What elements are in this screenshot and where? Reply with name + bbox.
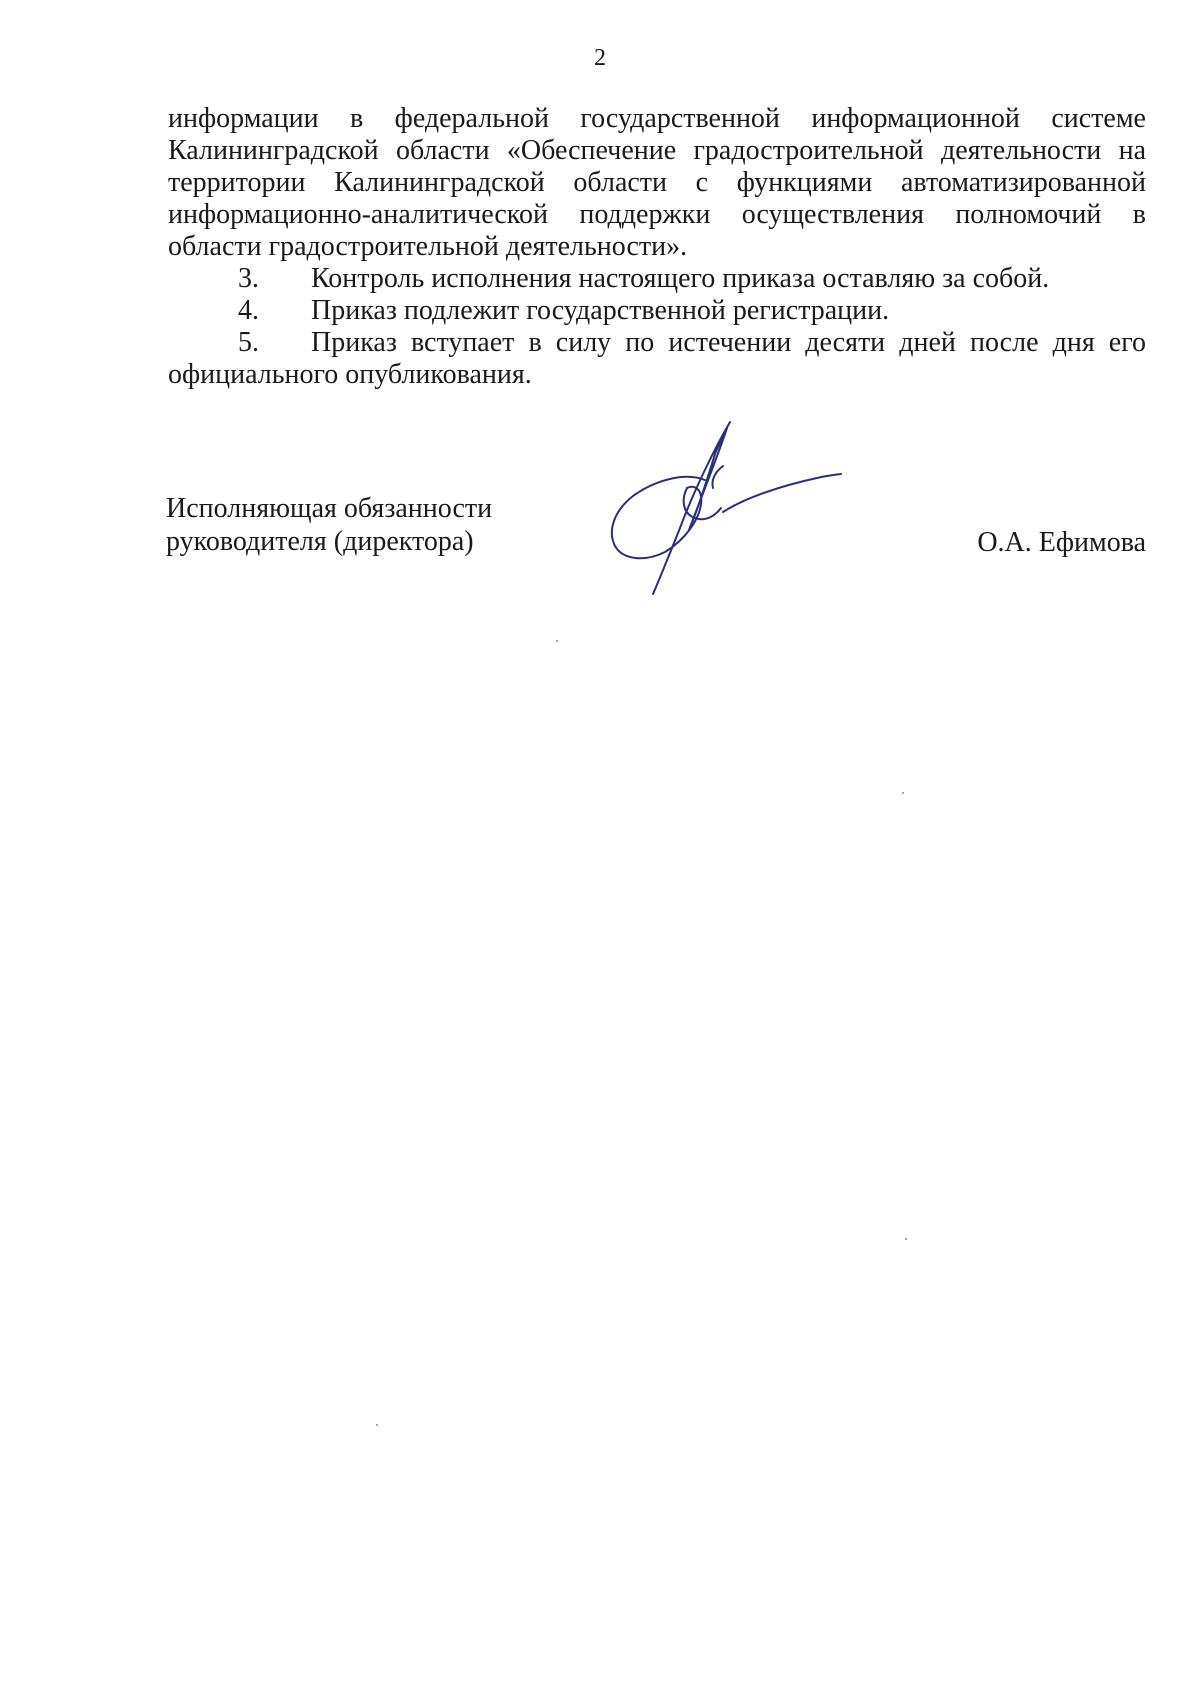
list-item-number: 5.: [238, 327, 259, 358]
list-item-3: [168, 263, 1146, 295]
list-item-text: Приказ вступает в силу по истечении десяти дней после дня его официального опубликования.: [168, 327, 1146, 390]
scan-speck: [556, 640, 558, 642]
list-item-text: Контроль исполнения настоящего приказа оставляю за собой.: [311, 263, 1050, 294]
document-body: [168, 103, 1146, 391]
handwritten-signature-icon: [605, 418, 845, 596]
list-item-number: 4.: [238, 295, 259, 326]
signatory-position-line1: Исполняющая обязанности: [166, 493, 493, 524]
scan-speck: [376, 1424, 378, 1426]
paragraph-continuation: информации в федеральной государственной информационной системе Калининградской области «Обеспечение градостроительной деятельности на территории Калининградской области с функциями автоматизированной информационно-аналитической поддержки осуществления полномочий в области градостроительной деятельности».: [168, 103, 1146, 262]
list-item-4: [168, 295, 1146, 327]
list-item-5: [168, 327, 1146, 391]
signatory-name: О.А. Ефимова: [977, 527, 1146, 558]
scan-speck: [902, 792, 904, 794]
list-item-text: Приказ подлежит государственной регистрации.: [311, 295, 890, 326]
list-item-number: 3.: [238, 263, 259, 294]
page-number: 2: [594, 45, 606, 71]
signatory-position-line2: руководителя (директора): [166, 526, 474, 557]
scan-speck: [905, 1238, 907, 1240]
signatory-position: [166, 492, 492, 558]
